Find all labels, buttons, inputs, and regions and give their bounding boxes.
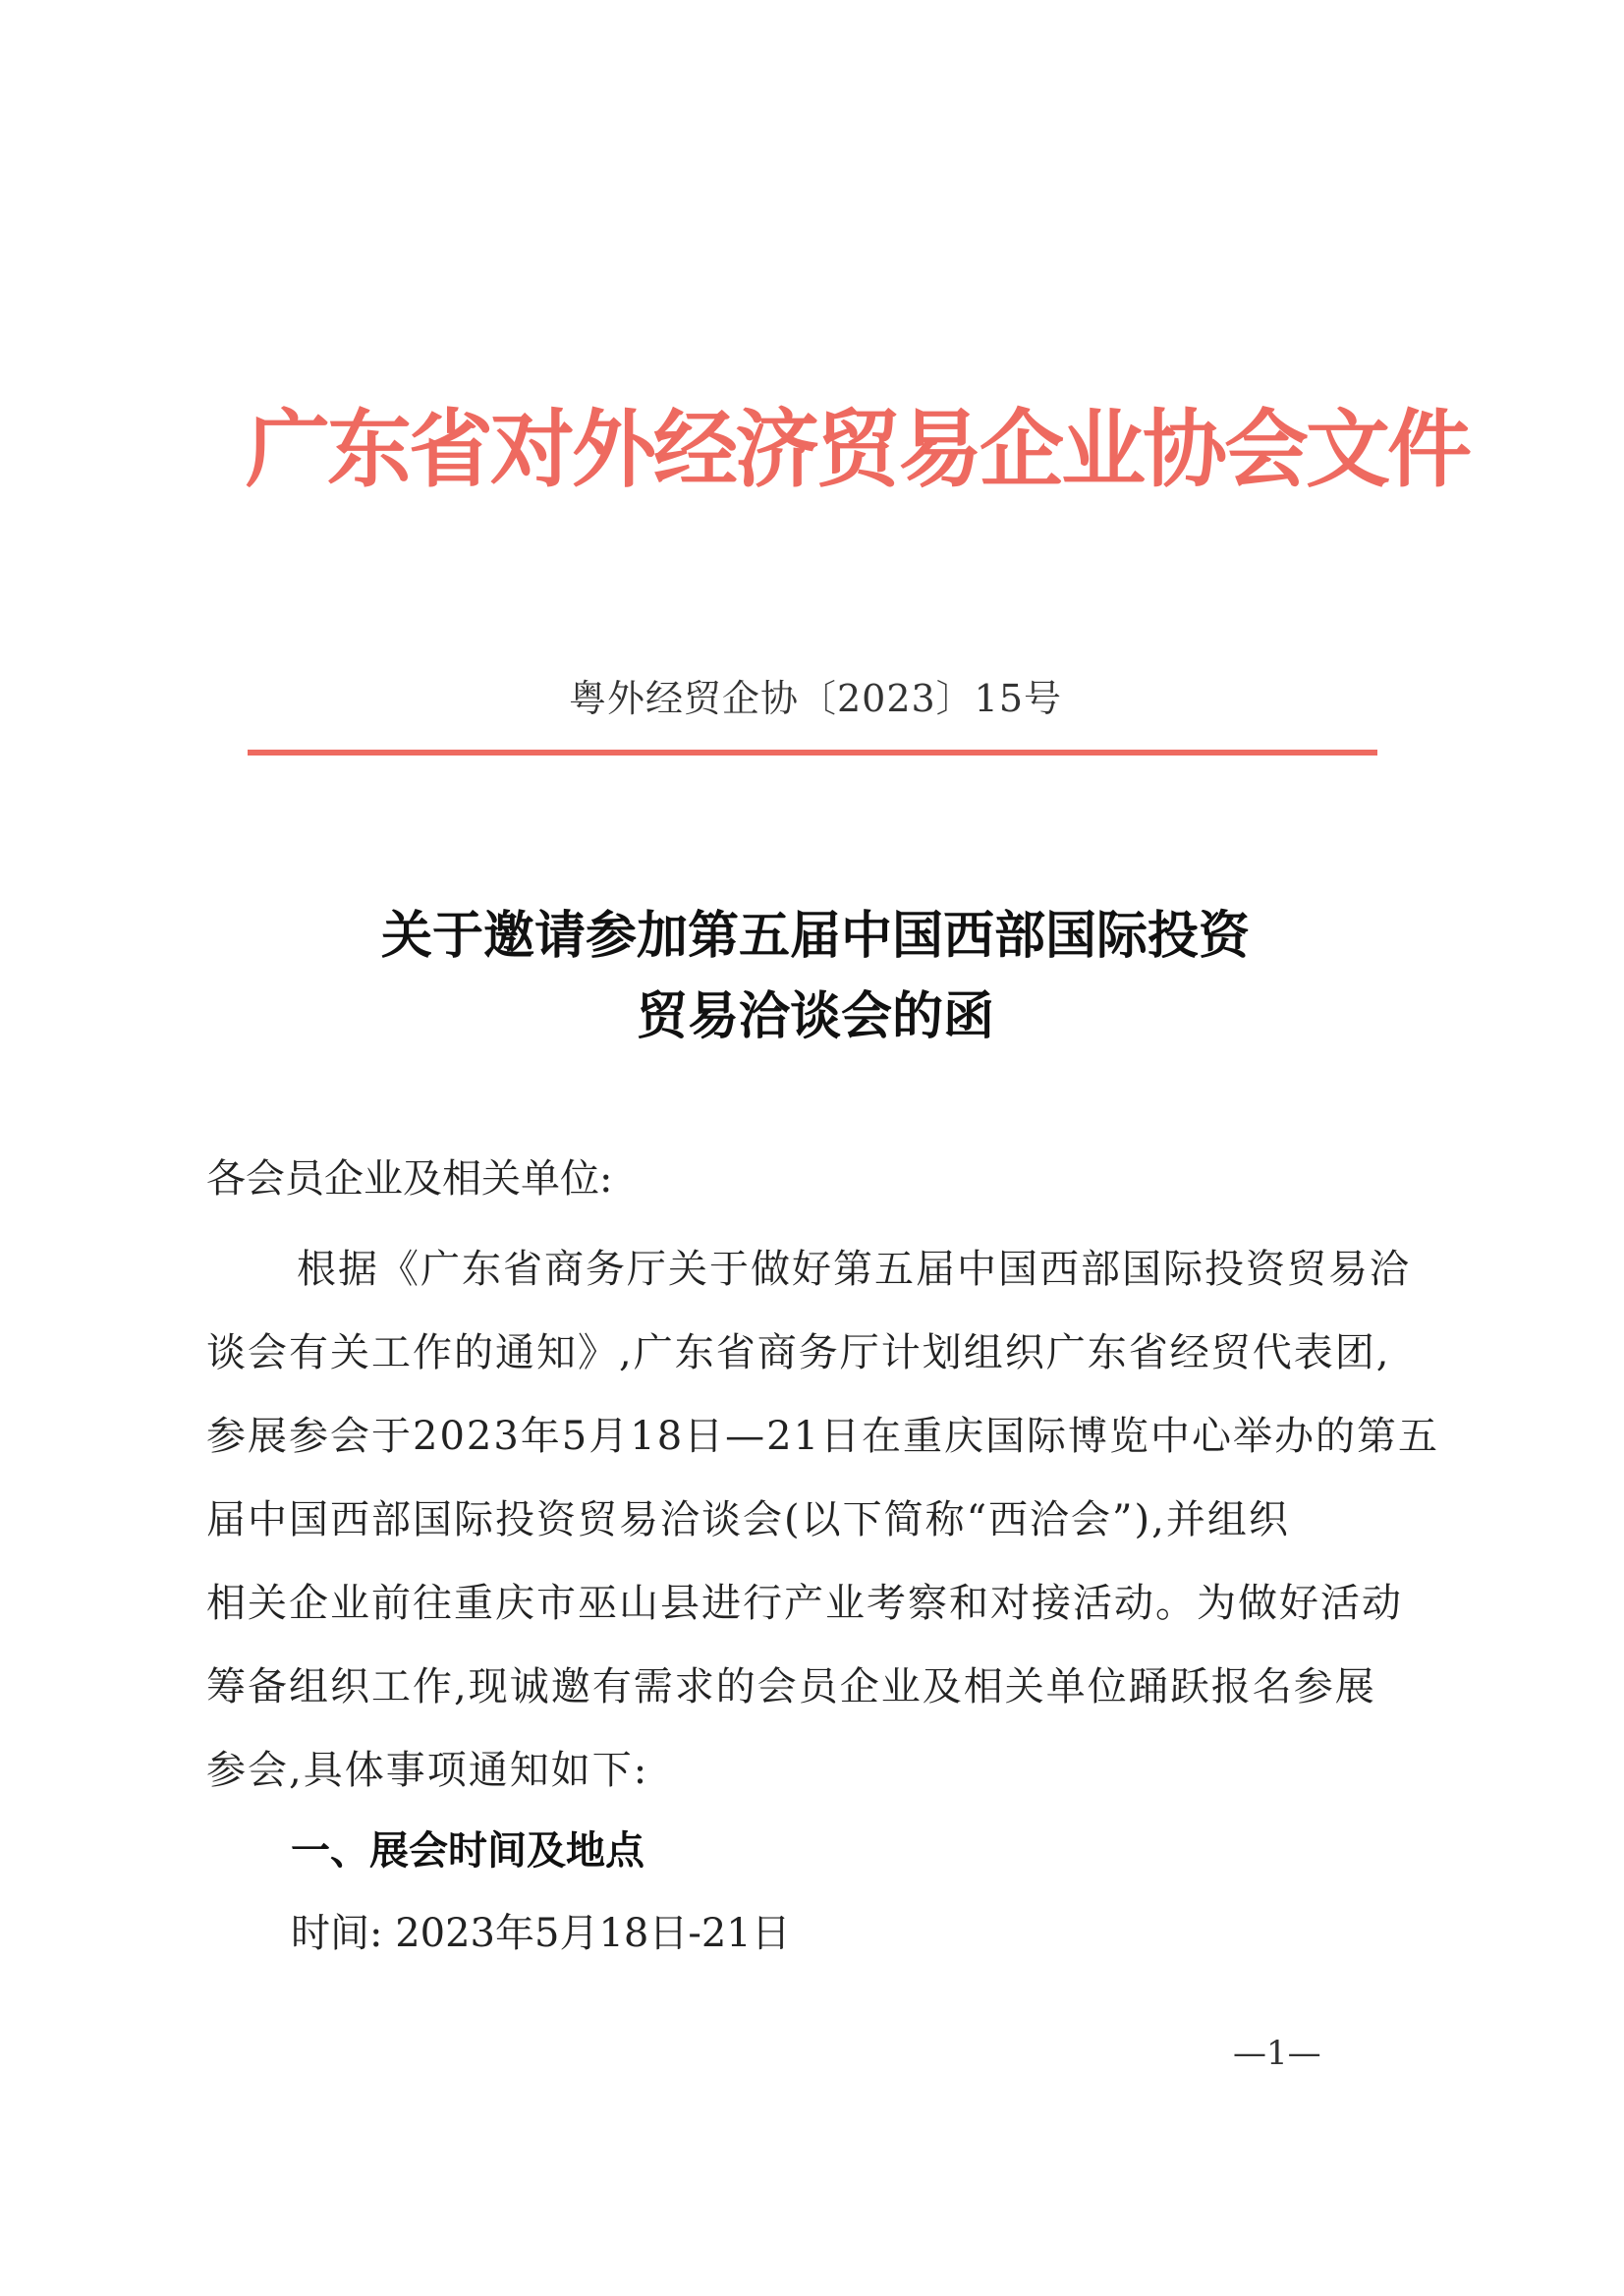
document-number: 粤外经贸企协〔2023〕15号 (568, 677, 1063, 720)
salutation: 各会员企业及相关单位: (206, 1156, 613, 1202)
letter-title-line-2: 贸易洽谈会的函 (636, 987, 994, 1046)
section-heading-1: 一、展会时间及地点 (291, 1828, 644, 1874)
body-paragraph (206, 1228, 1440, 1813)
body-line: 参展参会于2023年5月18日—21日在重庆国际博览中心举办的第五 (206, 1414, 1440, 1459)
body-line: 届中国西部国际投资贸易洽谈会(以下简称“西洽会”),并组织 (206, 1497, 1290, 1542)
body-line: 参会,具体事项通知如下: (206, 1748, 649, 1793)
letter-title (246, 896, 1385, 1057)
red-divider-rule (248, 750, 1377, 756)
body-line: 谈会有关工作的通知》,广东省商务厅计划组织广东省经贸代表团, (206, 1330, 1391, 1375)
body-line: 根据《广东省商务厅关于做好第五届中国西部国际投资贸易洽 (297, 1247, 1411, 1292)
time-label: 时间: (291, 1911, 383, 1956)
issuer-header-title: 广东省对外经济贸易企业协会文件 (246, 400, 1469, 499)
letter-title-line-1: 关于邀请参加第五届中国西部国际投资 (380, 907, 1250, 966)
body-line: 相关企业前往重庆市巫山县进行产业考察和对接活动。为做好活动 (206, 1581, 1403, 1626)
event-time (291, 1902, 791, 1958)
body-line: 筹备组织工作,现诚邀有需求的会员企业及相关单位踊跃报名参展 (206, 1664, 1376, 1709)
time-value: 2023年5月18日-21日 (395, 1911, 791, 1956)
page-number: —1— (1233, 2034, 1321, 2073)
